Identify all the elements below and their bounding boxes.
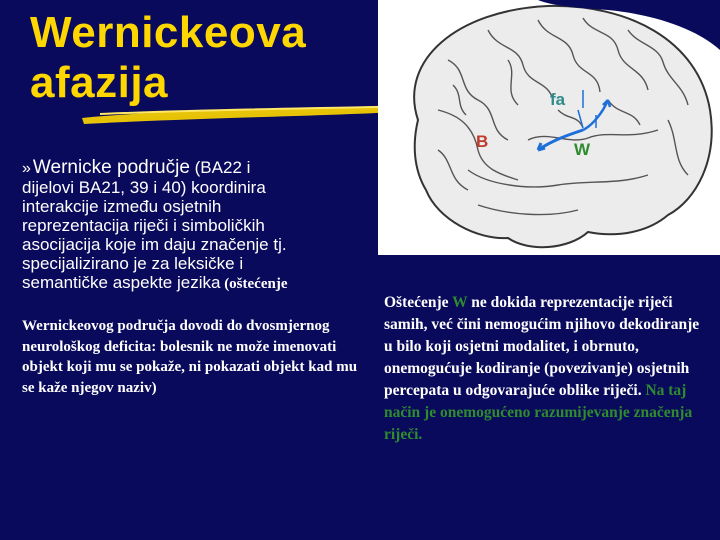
right-part-2: ne dokida reprezentacije riječi samih, već čini nemogućim njihovo dekodiranje u bilo koji osjetni modalitet, i obrnuto, onemogućuje kodiranje (povezivanje) osjetnih percepata u odgovarajuće oblike riječi. (384, 294, 700, 399)
brain-label-b: B (476, 132, 489, 151)
right-part-1: Oštećenje (384, 294, 453, 311)
left-serif-paragraph: Wernickeovog područja dovodi do dvosmjernog neurološkog deficita: bolesnik ne može imenovati objekt koji mu se pokaže, ni pokazati objekt kad mu se kaže njegov naziv) (22, 318, 358, 396)
left-text-block (22, 158, 367, 294)
left-line-3: interakcije između osjetnih (22, 197, 222, 216)
brain-drawing (378, 0, 720, 255)
brain-label-fa: fa (550, 90, 566, 109)
left-line-7-text: semantičke aspekte jezika (22, 273, 221, 292)
left-line-1 (22, 158, 367, 178)
right-green-sentence: Na taj način je onemogućeno razumijevanje značenja riječi. (384, 382, 693, 443)
right-w: W (452, 294, 468, 311)
left-rest-first: (BA22 i (189, 158, 251, 177)
title-line-1: Wernickeova (30, 8, 307, 57)
left-line-5: asocijacija koje im daju značenje tj. (22, 235, 287, 254)
brush-stroke-decoration (80, 102, 400, 126)
bullet-icon: » (22, 160, 31, 177)
left-line-2: dijelovi BA21, 39 i 40) koordinira (22, 178, 266, 197)
left-line-7 (22, 273, 367, 294)
title-line-2: afazija (30, 58, 169, 107)
left-lead: Wernicke područje (32, 157, 190, 178)
brain-illustration (378, 0, 720, 255)
brain-label-w: W (574, 140, 591, 159)
left-line-6: specijalizirano je za leksičke i (22, 254, 244, 273)
right-text-block (384, 292, 704, 446)
slide-title (30, 8, 306, 108)
left-paren-start: (oštećenje (220, 276, 288, 292)
left-line-4: reprezentacija riječi i simboličkih (22, 216, 265, 235)
